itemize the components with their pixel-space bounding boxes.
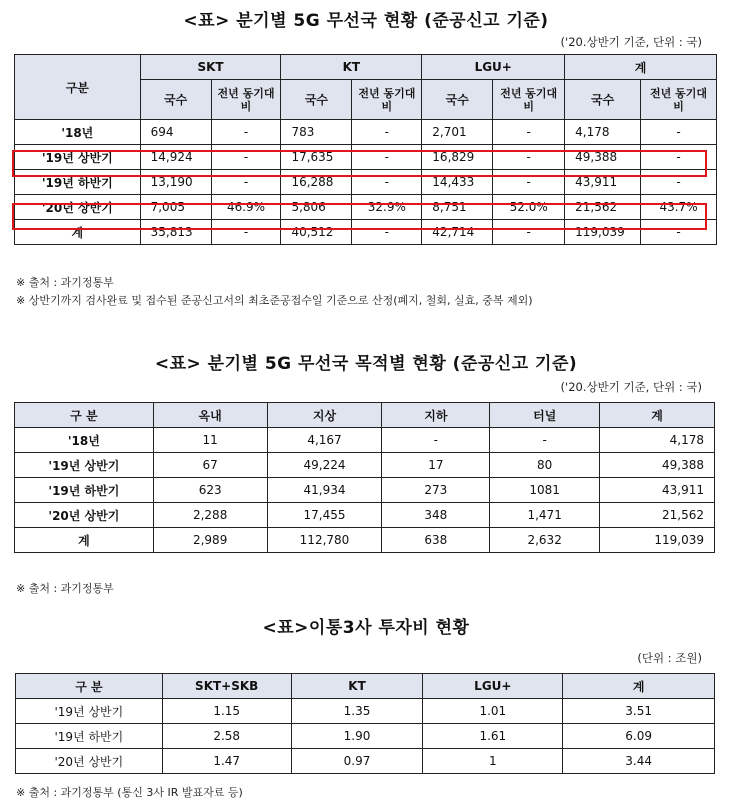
table2-cell: - (490, 428, 600, 453)
table1-cell: - (352, 145, 422, 170)
table1-cell: 16,288 (281, 170, 352, 195)
table1-cell: - (493, 145, 565, 170)
table3-title: <표>이통3사 투자비 현황 (262, 618, 470, 638)
table2-cell: - (382, 428, 490, 453)
table1-cell: 14,924 (140, 145, 211, 170)
table1-cell: - (352, 220, 422, 245)
table2-cell: 49,224 (267, 453, 382, 478)
table2-cell: 17 (382, 453, 490, 478)
table2-source-note: ※ 출처 : 과기정통부 (16, 582, 114, 595)
table2-header: 터널 (490, 403, 600, 428)
table2-cell: 67 (153, 453, 267, 478)
table1-cell: - (493, 220, 565, 245)
table1-subheader-yoy: 전년 동기대비 (211, 80, 281, 120)
table3-cell: 6.09 (563, 724, 715, 749)
table1-title: <표> 분기별 5G 무선국 현황 (준공신고 기준) (183, 11, 549, 31)
table1-cell: 21,562 (565, 195, 641, 220)
table1-cell: 2,701 (422, 120, 493, 145)
table2-cell: 41,934 (267, 478, 382, 503)
highlight-20h1 (12, 203, 707, 230)
table1-row-label: 계 (15, 220, 141, 245)
table3-cell: 1 (423, 749, 563, 774)
table3-cell: 0.97 (291, 749, 423, 774)
table2-cell: 21,562 (600, 503, 715, 528)
table2-row-label: 계 (15, 528, 154, 553)
table1-header-label: 구분 (15, 55, 141, 120)
table3-cell: 1.01 (423, 699, 563, 724)
table1-cell: 4,178 (565, 120, 641, 145)
table2-cell: 4,167 (267, 428, 382, 453)
table1-row (15, 120, 717, 145)
highlight-19h1 (12, 150, 707, 177)
table1-cell: 7,005 (140, 195, 211, 220)
table2-row-label: '19년 상반기 (15, 453, 154, 478)
table2-cell: 2,989 (153, 528, 267, 553)
table1-cell: 32.9% (352, 195, 422, 220)
table1-cell: - (493, 170, 565, 195)
table2-header: 옥내 (153, 403, 267, 428)
table2-cell: 112,780 (267, 528, 382, 553)
table2-cell: 43,911 (600, 478, 715, 503)
table3-header: KT (291, 674, 423, 699)
table1-cell: 8,751 (422, 195, 493, 220)
table1-cell: 40,512 (281, 220, 352, 245)
table2-cell: 638 (382, 528, 490, 553)
table3-row-label: '19년 하반기 (16, 724, 163, 749)
table1-cell: - (211, 220, 281, 245)
table1-cell: - (641, 120, 717, 145)
table1-subheader-yoy: 전년 동기대비 (352, 80, 422, 120)
table2-cell: 119,039 (600, 528, 715, 553)
table3-cell: 1.35 (291, 699, 423, 724)
table1-cell: 5,806 (281, 195, 352, 220)
table1-subheader-yoy: 전년 동기대비 (493, 80, 565, 120)
table3-header: 계 (563, 674, 715, 699)
table1-subheader-yoy: 전년 동기대비 (641, 80, 717, 120)
table1-row-label: '19년 하반기 (15, 170, 141, 195)
table1-cell: - (641, 220, 717, 245)
table2-cell: 1081 (490, 478, 600, 503)
table2 (14, 402, 715, 553)
table2-row (15, 428, 715, 453)
table3-cell: 3.51 (563, 699, 715, 724)
table3-header: 구 분 (16, 674, 163, 699)
table3-row (16, 724, 715, 749)
table2-row (15, 453, 715, 478)
table2-cell: 49,388 (600, 453, 715, 478)
table1-cell: - (211, 120, 281, 145)
table2-cell: 17,455 (267, 503, 382, 528)
table3-source-note: ※ 출처 : 과기정통부 (통신 3사 IR 발표자료 등) (16, 786, 243, 799)
table1-cell: 16,829 (422, 145, 493, 170)
table2-row-label: '20년 상반기 (15, 503, 154, 528)
table1-cell: 42,714 (422, 220, 493, 245)
table2-header: 구 분 (15, 403, 154, 428)
table3-cell: 1.47 (162, 749, 291, 774)
table1-header-total: 계 (565, 55, 717, 80)
table1-row-label: '20년 상반기 (15, 195, 141, 220)
table1-cell: 13,190 (140, 170, 211, 195)
table2-cell: 2,632 (490, 528, 600, 553)
table1-cell: - (211, 170, 281, 195)
table1-cell: - (352, 170, 422, 195)
table2-row (15, 478, 715, 503)
table2-cell: 2,288 (153, 503, 267, 528)
table1-cell: 119,039 (565, 220, 641, 245)
table1-header-skt: SKT (140, 55, 281, 80)
table1-row-label: '19년 상반기 (15, 145, 141, 170)
table3-unit: (단위 : 조원) (637, 651, 702, 665)
table2-header: 계 (600, 403, 715, 428)
table1-cell: 43,911 (565, 170, 641, 195)
table3-cell: 1.15 (162, 699, 291, 724)
table1-cell: 17,635 (281, 145, 352, 170)
table2-row (15, 528, 715, 553)
table3-row-label: '19년 상반기 (16, 699, 163, 724)
table1-cell: 49,388 (565, 145, 641, 170)
table2-cell: 80 (490, 453, 600, 478)
table1-subheader-count: 국수 (422, 80, 493, 120)
table2-cell: 11 (153, 428, 267, 453)
table2-row-label: '18년 (15, 428, 154, 453)
table3-row (16, 699, 715, 724)
table3-row (16, 749, 715, 774)
table1-cell: - (641, 145, 717, 170)
table2-cell: 1,471 (490, 503, 600, 528)
table3-header: LGU+ (423, 674, 563, 699)
table1-cell: - (493, 120, 565, 145)
table1-header-lgu: LGU+ (422, 55, 565, 80)
table1-cell: 43.7% (641, 195, 717, 220)
table3 (15, 673, 715, 774)
table1-subheader-count: 국수 (140, 80, 211, 120)
table3-cell: 1.61 (423, 724, 563, 749)
table1-cell: - (641, 170, 717, 195)
table1-subheader-count: 국수 (281, 80, 352, 120)
table2-header: 지상 (267, 403, 382, 428)
table2-cell: 4,178 (600, 428, 715, 453)
table1-cell: 783 (281, 120, 352, 145)
table3-cell: 3.44 (563, 749, 715, 774)
table2-title: <표> 분기별 5G 무선국 목적별 현황 (준공신고 기준) (154, 354, 578, 374)
table1-cell: 52.0% (493, 195, 565, 220)
table1-header-kt: KT (281, 55, 422, 80)
table1-cell: - (211, 145, 281, 170)
table1-cell: 14,433 (422, 170, 493, 195)
table1-subheader-count: 국수 (565, 80, 641, 120)
table1-cell: 35,813 (140, 220, 211, 245)
table1-cell: - (352, 120, 422, 145)
table2-cell: 273 (382, 478, 490, 503)
table1-source-note: ※ 출처 : 과기정통부 (16, 276, 114, 289)
table3-cell: 2.58 (162, 724, 291, 749)
table1-row-label: '18년 (15, 120, 141, 145)
table3-cell: 1.90 (291, 724, 423, 749)
table2-row (15, 503, 715, 528)
table2-row-label: '19년 하반기 (15, 478, 154, 503)
table3-header: SKT+SKB (162, 674, 291, 699)
table2-cell: 348 (382, 503, 490, 528)
table1-cell: 694 (140, 120, 211, 145)
table1-unit: ('20.상반기 기준, 단위 : 국) (560, 35, 702, 49)
table2-unit: ('20.상반기 기준, 단위 : 국) (560, 380, 702, 394)
table3-row-label: '20년 상반기 (16, 749, 163, 774)
table2-cell: 623 (153, 478, 267, 503)
table1-method-note: ※ 상반기까지 검사완료 및 접수된 준공신고서의 최초준공접수일 기준으로 산정(폐지, 철회, 실효, 중복 제외) (16, 294, 533, 307)
table2-header: 지하 (382, 403, 490, 428)
table1-cell: 46.9% (211, 195, 281, 220)
